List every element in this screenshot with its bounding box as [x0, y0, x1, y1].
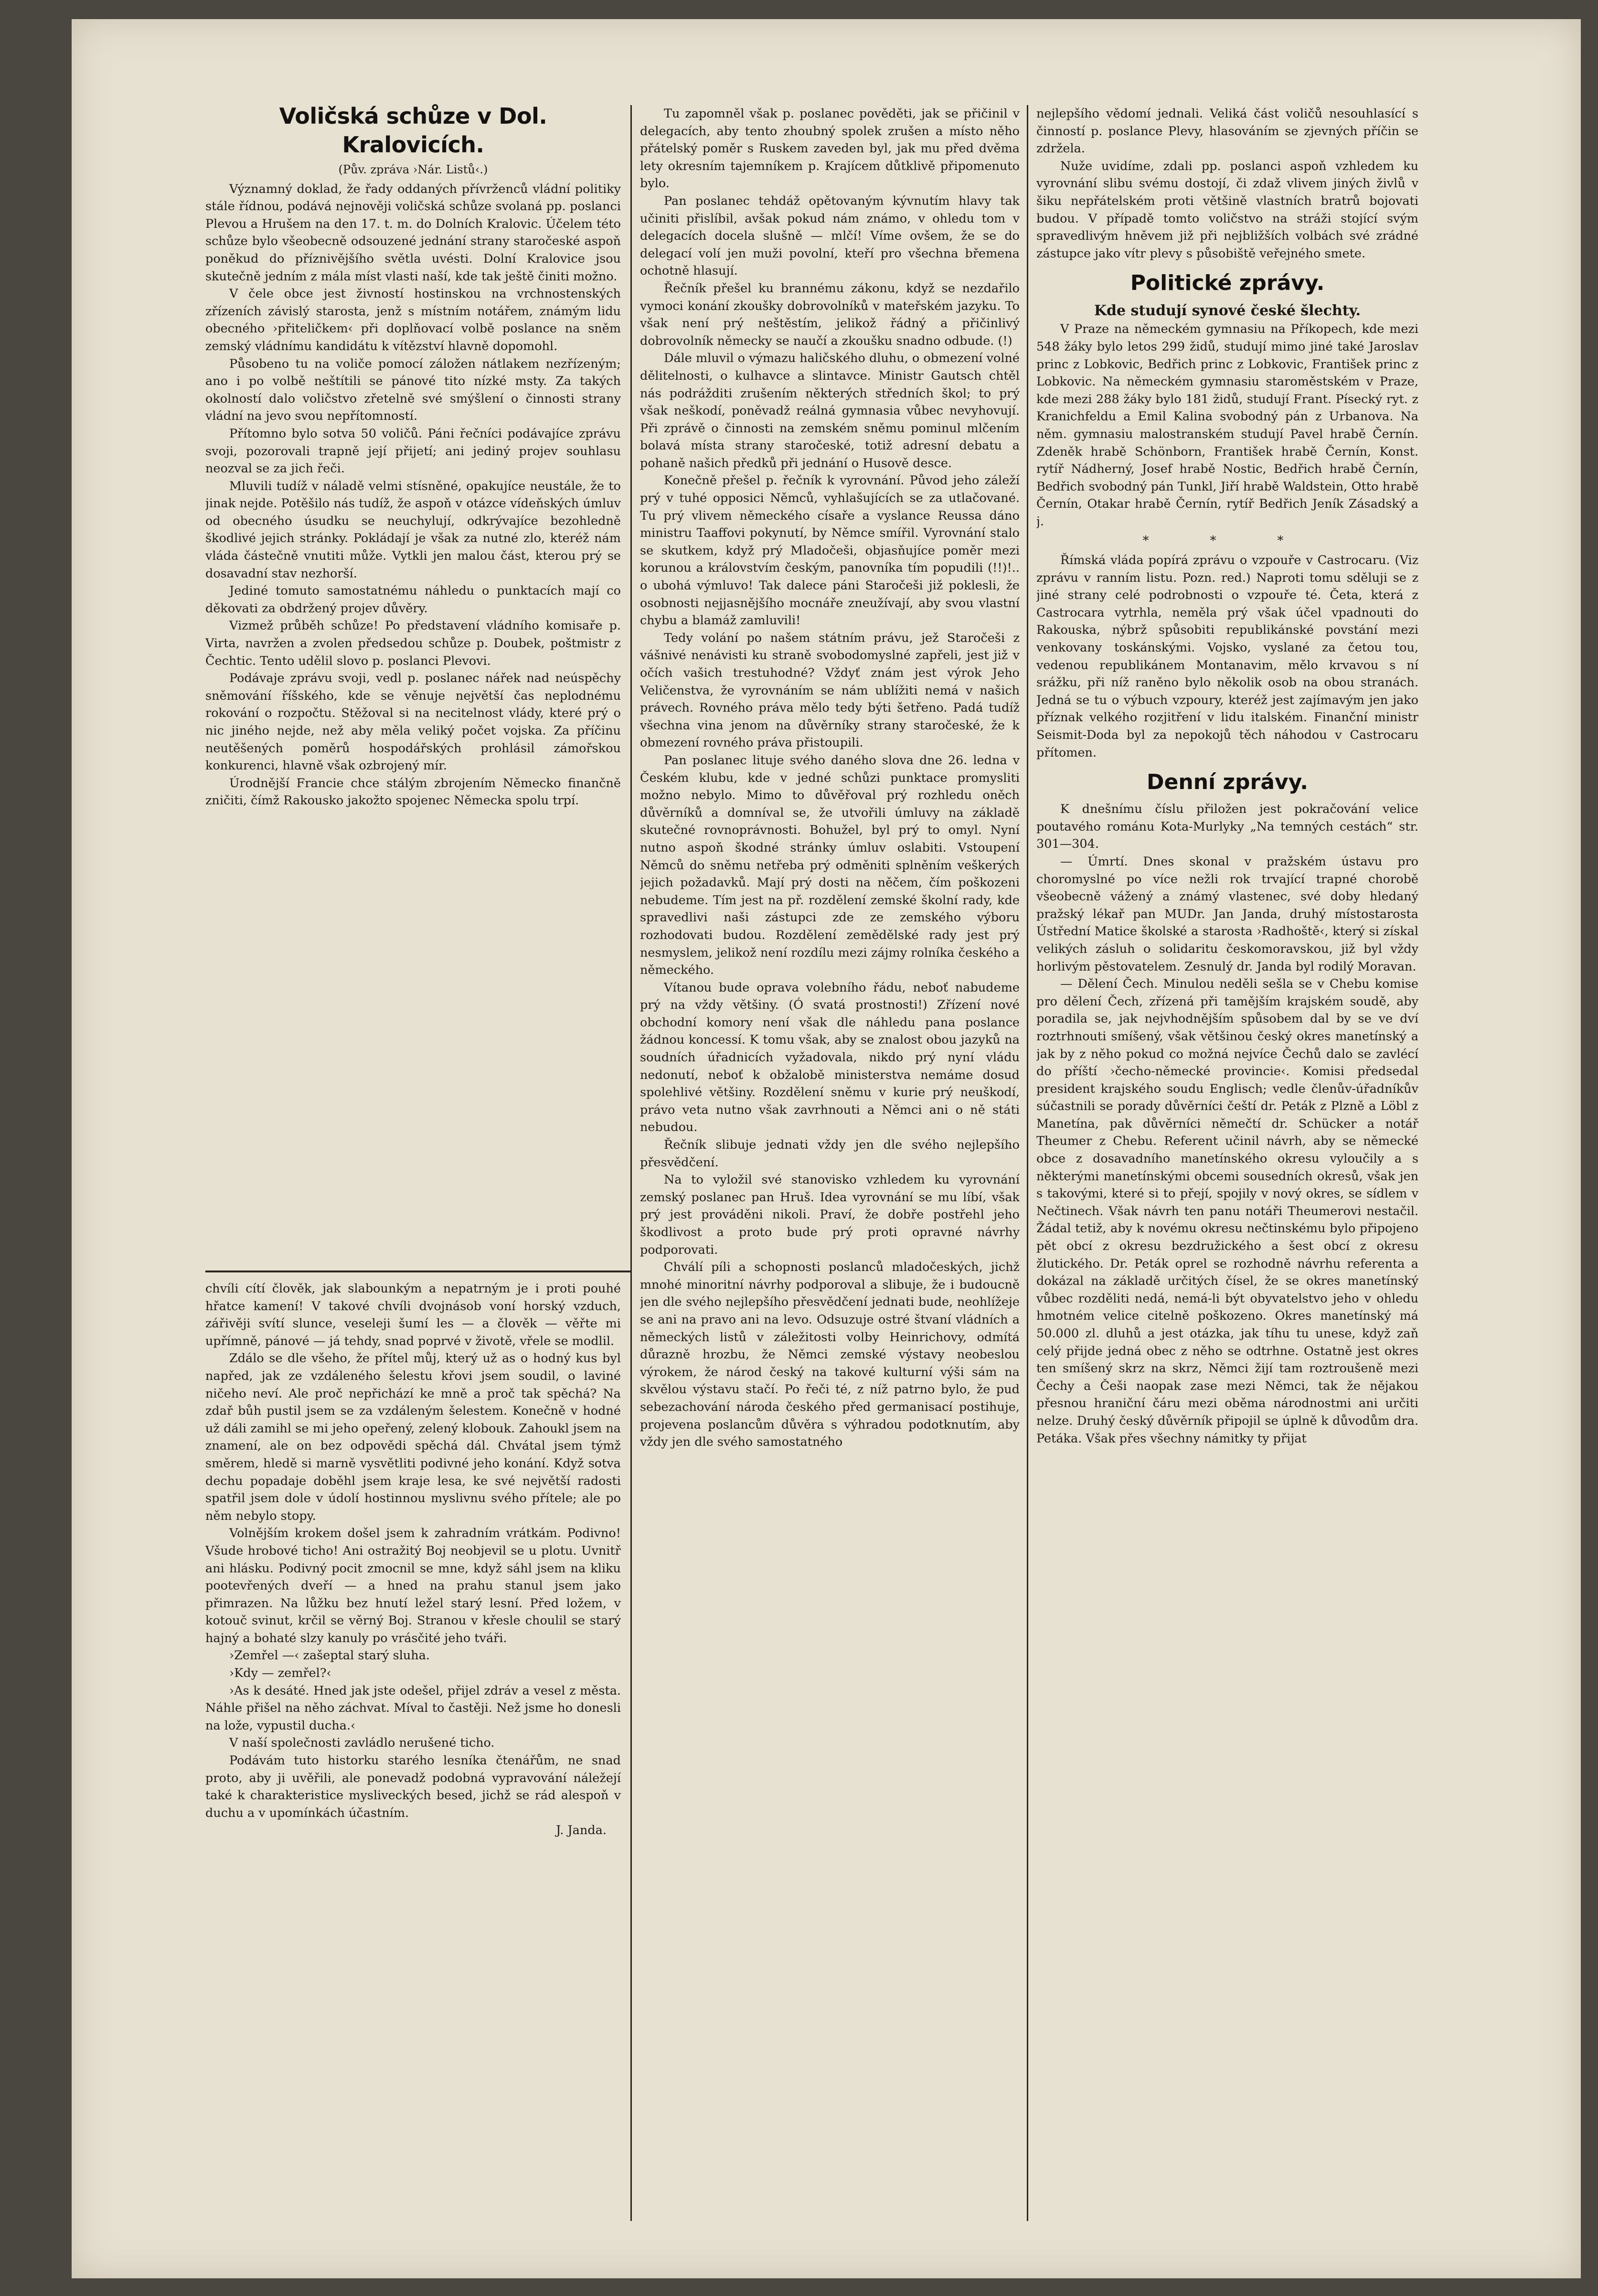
paragraph: Podávám tuto historku starého lesníka čtenářům, ne snad proto, aby ji uvěřili, ale ponevadž podobná vypravování náležejí také k charakteristice mysliveckých besed, jichž se rád alespoň v duchu a v upomínkách účastním.	[205, 1753, 621, 1820]
paragraph: Římská vláda popírá zprávu o vzpouře v Castrocaru. (Viz zprávu v ranním listu. Pozn. red.) Naproti tomu sděluji se z jiné strany celé podrobnosti o vzpouře té. Četa, která z Castrocara vytrhla, neměla prý však účel vpadnouti do Rakouska, nýbrž spůsobiti republikánské povstání mezi venkovany toskánskými. Vojsko, vyslané za četou tou, vedenou republikánem Montanavim, mělo krvavou s ní srážku, při níž raněno bylo několik osob na obou stranách. Jedná se tu o výbuch vzpoury, kteréž jest zajímavým jen jako příznak velkého rozjitření v lidu italském. Finanční ministr Seismit-Doda byl za nepokojů těch náhodou v Castrocaru přítomen.	[1036, 553, 1418, 760]
paragraph: Chválí píli a schopnosti poslanců mladočeských, jichž mnohé minoritní návrhy podporoval a slibuje, že i budoucně jen dle svého nejlepšího přesvědčení jednati bude, neohlížeje se ani na pravo ani na levo. Odsuzuje ostré štvaní vládních a německých listů v záležitosti volby Heinrichovy, odmítá důrazně hrozbu, že Němci zemské výstavy neobeslou výrokem, že národ český na takové kulturní výši sám na skvělou výstavu stačí. Po řeči té, z níž patrno bylo, že pud sebezachování národa českého před germanisací postihuje, projevena poslancům důvěra s výhradou podotknutím, aby vždy jen dle svého samostatného	[640, 1260, 1020, 1450]
paragraph: Jediné tomuto samostatnému náhledu o punktacích mají co děkovati za obdržený projev důvěry.	[205, 584, 621, 616]
paragraph: — Úmrtí. Dnes skonal v pražském ústavu pro choromyslné po více nežli rok trvající trapné chorobě všeobecně vážený a známý vlastenec, své doby hledaný pražský lékař pan MUDr. Jan Janda, druhý místostarosta Ústřední Matice školské a starosta ›Radhoště‹, který si získal velikých zásluh o solidaritu českomoravskou, již byl vždy horlivým pěstovatelem. Zesnulý dr. Janda byl rodilý Moravan.	[1036, 854, 1418, 974]
paragraph: K dnešnímu číslu přiložen jest pokračování velice poutavého románu Kota-Murlyky „Na temných cestách“ str. 301—304.	[1036, 802, 1418, 852]
paragraph: Úrodnější Francie chce stálým zbrojením Německo finančně zničiti, čímž Rakousko jakožto spojenec Německa spolu trpí.	[205, 776, 621, 808]
paragraph: V naší společnosti zavládlo nerušené ticho.	[229, 1736, 495, 1751]
paragraph: Pan poslanec lituje svého daného slova dne 26. ledna v Českém klubu, kde v jedné schůzi punktace promysliti možno nebylo. Mimo to důvěřoval prý rozhledu oněch důvěrníků a domníval se, že utvořili úmluvy na základě skutečné rovnoprávnosti. Bohužel, byl prý to omyl. Nyní nutno aspoň škodné stránky úmluv oslabiti. Vstoupení Němců do sněmu netřeba prý odměniti splněním veškerých jejich požadavků. Mají prý dosti na něčem, čím poškozeni nebudeme. Tím jest na př. rozdělení zemské školní rady, kde spravedlivi naši zástupci zde ze zemského výboru rozhodovati budou. Rozdělení zemědělské rady jest prý nesmyslem, jelikož není rozdílu mezi zájmy rolníka českého a německého.	[640, 753, 1020, 978]
paragraph: chvíli cítí člověk, jak slabounkým a nepatrným je i proti pouhé hřatce kamení! V takové chvíli dvojnásob voní horský vzduch, zářivěji svítí slunce, veseleji šumí les — a člověk — věřte mi upřímně, pánové — já tehdy, snad poprvé v životě, vřele se modlil.	[205, 1281, 621, 1348]
column-1-feuilleton	[205, 1280, 621, 2226]
article-kicker: Kde studují synové české šlechty.	[1094, 302, 1361, 320]
paragraph: Tedy volání po našem státním právu, jež Staročeši z vášnivé nenávisti ku straně svobodomyslné zapřeli, jest již v očích vašich trestuhodné? Vždyť znám jest výrok Jeho Veličenstva, že vyrovnáním se nám ublížiti nemá v našich právech. Rovného práva mělo tedy býti šetřeno. Padá tudíž všechna vina jenom na důvěrníky strany staročeské, že k obmezení rovného práva přistoupili.	[640, 630, 1020, 750]
paragraph: Vizmež průběh schůze! Po představení vládního komisaře p. Virta, navržen a zvolen předsedou schůze p. Doubek, poštmistr z Čechtic. Tento udělil slovo p. poslanci Plevovi.	[205, 619, 621, 668]
column-3	[1036, 105, 1418, 2226]
paragraph: Nuže uvidíme, zdali pp. poslanci aspoň vzhledem ku vyrovnání slibu svému dostojí, či zdaž vlivem jiných živlů v šiku nepřátelském proti většině vlastních bratrů bojovati budou. V případě tomto voličstvo na stráži stojící svým spravedlivým hněvem již při nejbližších volbách své zrádné zástupce jako vítr plevy s působiště veřejného smete.	[1036, 159, 1418, 261]
paragraph: Konečně přešel p. řečník k vyrovnání. Původ jeho záleží prý v tuhé opposici Němců, vyhlašujících se za utlačované. Tu prý vlivem německého císaře a vyslance Reussa dáno ministru Taaffovi pokynutí, by Němce smířil. Vyrovnání stalo se skutkem, když prý Mladočeši, objasňujíce poměr mezi korunou a královstvím českým, panovníka tím popudili (!!)!.. o ubohá výmluvo! Tak dalece páni Staročeši již poklesli, že osobnosti nejjasnějšího mocnáře zneužívají, aby svou vlastní chybu a blamáž zamluvili!	[640, 473, 1020, 628]
feuilleton-rule	[205, 1271, 630, 1272]
column-rule-left	[630, 105, 632, 2221]
paragraph: Vítanou bude oprava volebního řádu, neboť nabudeme prý na vždy většiny. (Ó svatá prostnosti!) Zřízení nové obchodní komory není však dle náhledu pana poslance žádnou koncessí. K tomu však, aby se znalost obou jazyků na soudních úřadnicích vyžadovala, nikdo prý nyní vládu nedonutí, neboť k obžalobě ministerstva nemáme dosud spolehlivé většiny. Rozdělení sněmu v kurie prý neuškodí, právo veta nutno však zavrhnouti a Němci ani o ně státi nebudou.	[640, 980, 1020, 1135]
paragraph: Zdálo se dle všeho, že přítel můj, který už as o hodný kus byl napřed, jak ze vzdáleného šelestu křovi jsem soudil, o laviné ničeho neví. Ale proč nepřichází ke mně a proč tak spěchá? Na zdař bůh pustil jsem se za vzdáleným šelestem. Konečně v hodné už dáli zamihl se mi jeho opeřený, zelený klobouk. Zahoukl jsem na znamení, ale on bez odpovědi spěchá dál. Chvátal jsem týmž směrem, hledě si marně vysvětliti podivné jeho konání. Když sotva dechu popadaje doběhl jsem kraje lesa, ke své největší radosti spatřil jsem dole v údolí hostinnou myslivnu svého přítele; ale po něm nebylo stopy.	[205, 1351, 621, 1523]
paragraph: Přítomno bylo sotva 50 voličů. Páni řečníci podávajíce zprávu svoji, pozorovali trapně její přijetí; ani jediný projev souhlasu neozval se za jich řeči.	[205, 426, 621, 476]
paragraph: ›Zemřel —‹ zašeptal starý sluha.	[229, 1648, 430, 1663]
paragraph: Významný doklad, že řady oddaných přívrženců vládní politiky stále řídnou, podává nejnověji voličská schůze svolaná pp. poslanci Plevou a Hrušem na den 17. t. m. do Dolních Kralovic. Účelem této schůze bylo všeobecně odsouzené jednání strany staročeské aspoň poněkud do příznivějšího světla uvésti. Dolní Kralovice jsou skutečně jedním z mála míst vlasti naší, kde tak ještě činiti možno.	[205, 182, 621, 284]
paragraph: ›As k desáté. Hned jak jste odešel, přijel zdráv a vesel z města. Náhle přišel na něho záchvat. Míval to častěji. Než jsme ho donesli na lože, vypustil ducha.‹	[205, 1683, 621, 1733]
signature: J. Janda.	[556, 1823, 607, 1838]
paragraph: Tu zapomněl však p. poslanec pověděti, jak se přičinil v delegacích, aby tento zhoubný spolek zrušen a místo něho přátelský poměr s Ruskem zaveden byl, jak mu před dvěma lety okresním tajemníkem p. Krajícem důtklivě připomenuto bylo.	[640, 107, 1020, 191]
separator-stars: * * *	[1142, 534, 1312, 548]
column-1-article	[205, 98, 621, 1263]
paragraph: Podávaje zprávu svoji, vedl p. poslanec nářek nad neúspěchy sněmování říšského, kde se věnuje největší čas neplodnému rokování o rozpočtu. Stěžoval si na necitelnost vlády, které prý o nic jiného nejde, než aby měla veliký počet vojska. Za příčinu neutěšených poměrů hospodářských prohlásil zámořskou konkurenci, hlavně však ozbrojený mír.	[205, 671, 621, 773]
section-title-denni: Denní zprávy.	[1147, 770, 1308, 795]
paragraph: ›Kdy — zemřel?‹	[229, 1666, 331, 1681]
column-rule-right	[1027, 105, 1028, 2221]
section-title-politicke: Politické zprávy.	[1130, 271, 1325, 296]
paragraph: Řečník slibuje jednati vždy jen dle svého nejlepšího přesvědčení.	[640, 1138, 1020, 1170]
article-source: (Pův. zpráva ›Nár. Listů‹.)	[338, 163, 488, 176]
paragraph: V čele obce jest živností hostinskou na vrchnostenských zřízeních závislý starosta, jenž s místním notářem, známým lidu obecného ›přiteličkem‹ při doplňovací volbě poslance na sněm zemský vládnímu kandidátu k vítězství hlavně dopomohl.	[205, 287, 621, 353]
article-headline: Voličská schůze v Dol. Kralovicích.	[279, 103, 547, 158]
paragraph: Na to vyložil své stanovisko vzhledem ku vyrovnání zemský poslanec pan Hruš. Idea vyrovnání se mu líbí, však prý jest prováděni nikoli. Praví, že dobře postřehl jeho škodlivost a proto bude prý proti opravné návrhy podporovati.	[640, 1173, 1020, 1257]
paragraph: Mluvili tudíž v náladě velmi stísněné, opakujíce neustále, že to jinak nejde. Potěšilo nás tudíž, že aspoň v otázce vídeňských úmluv od obecného úsudku se neuchylují, odkrývajíce bezohledně škodlivé jejich stránky. Pokládají je však za nutné zlo, kteréž nám vláda částečně vnutiti může. Vytkli jen malou část, kterou prý se dosavadní stav nezhorší.	[205, 479, 621, 581]
paragraph: Dále mluvil o výmazu haličského dluhu, o obmezení volné dělitelnosti, o kulhavce a slintavce. Ministr Gautsch chtěl nás podrážditi zrušením některých středních škol; to prý však neškodí, poněvadž reálná gymnasia vůbec nevyhovují. Při zprávě o činnosti na zemském sněmu pominul mlčením bolavá místa strany staročeské, totiž adresní debatu a pohaně našich předků při jednání o Husově desce.	[640, 351, 1020, 470]
newspaper-page	[72, 19, 1581, 2278]
paragraph: Pan poslanec tehdáž opětovaným kývnutím hlavy tak učiniti přislíbil, avšak pokud nám známo, v ohledu tom v delegacích docela slušně — mlčí! Víme ovšem, že se do delegací volí jen muži povolní, kteří pro všechna břemena ochotně hlasují.	[640, 193, 1020, 278]
paragraph: Působeno tu na voliče pomocí záložen nátlakem nezřízeným; ano i po volbě neštítili se pánové tito nízké msty. Za takých okolností dalo voličstvo zřetelně své smýšlení o činnosti strany vládní na jevo svou nepřítomností.	[205, 356, 621, 424]
paragraph: V Praze na německém gymnasiu na Příkopech, kde mezi 548 žáky bylo letos 299 židů, studují mimo jiné také Jaroslav princ z Lobkovic, Bedřich princ z Lobkovic, František princ z Lobkovic. Na německém gymnasiu staroměstském v Praze, kde mezi 288 žáky bylo 181 židů, studují Frant. Písecký ryt. z Kranichfeldu a Emil Kalina svobodný pán z Urbanova. Na něm. gymnasiu malostranském studují Pavel hrabě Černín. Zdeněk hrabě Schönborn, František hrabě Černín, Konst. rytíř Nádherný, Josef hrabě Nostic, Bedřich hrabě Černín, Bedřich svobodný pán Tunkl, Jiří hrabě Waldstein, Otto hrabě Černín, Otakar hrabě Černín, rytíř Bedřich Jeník Zásadský a j.	[1036, 322, 1418, 529]
paragraph: Řečník přešel ku brannému zákonu, když se nezdařilo vymoci konání zkoušky dobrovolníků v mateřském jazyku. To však není prý neštěstím, jelikož řádný a přičinlivý dobrovolník německy se naučí a zkoušku snadno odbude. (!)	[640, 281, 1020, 348]
column-2	[640, 105, 1020, 2226]
paragraph: — Dělení Čech. Minulou neděli sešla se v Chebu komise pro dělení Čech, zřízená při tamějším krajském soudě, aby poradila se, jak nejvhodnějším spůsobem dal by se ve dví roztrhnouti smíšený, však většinou český okres manetínský a jak by z něho pokud co možná nejvíce Čechů dalo se zavlécí do příští ›čecho-německé provincie‹. Komisi předsedal president krajského soudu Englisch; vedle členův-úřadníkův súčastnili se porady důvěrníci čeští dr. Peták z Plzně a Löbl z Manetína, pak důvěrníci němečtí dr. Schücker a notář Theumer z Chebu. Referent učinil návrh, aby se německé obce z dosavadního manetínského okresu vyloučily a s některými manetínskými obcemi sousedních okresů, však jen s takovými, které si to přejí, spojily v nový okres, se sídlem v Nečtinech. Však návrh ten panu notáři Theumerovi nestačil. Žádal tetiž, aby k novému okresu nečtinskému bylo připojeno pět obcí z okresu bezdružického a šest obcí z okresu žlutického. Dr. Peták oprel se rozhodně návrhu referenta a dokázal na základě určitých čísel, že se okres manetínský vůbec rozděliti nedá, nemá-li být obyvatelstvo jeho v ohledu hmotném velice citelně poškozeno. Okres manetínský má 50.000 zl. dluhů a jest otázka, jak tíhu tu unese, když zaň celý přijde jedná obec z něho se odtrhne. Ostatně jest okres ten smíšený skrz na skrz, Němci žijí tam roztroušeně mezi Čechy a Češi naopak zase mezi Němci, tak že nějakou přesnou hraniční čáru mezi oběma národnostmi ani určiti nelze. Druhý český důvěrník připojil se úplně k důvodům dra. Petáka. Však přes všechny námitky ty přijat	[1036, 977, 1418, 1446]
paragraph: Volnějším krokem došel jsem k zahradním vrátkám. Podivno! Všude hrobové ticho! Ani ostražitý Boj neobjevil se u plotu. Uvnitř ani hlásku. Podivný pocit zmocnil se mne, když sáhl jsem na kliku pootevřených dveří — a hned na prahu stanul jsem jako přimrazen. Na lůžku bez hnutí ležel starý lesní. Před ložem, v kotouč svinut, krčil se věrný Boj. Stranou v křesle choulil se starý hajný a bohaté slzy kanuly po vrásčité jeho tváři.	[205, 1526, 621, 1645]
paragraph: nejlepšího vědomí jednali. Veliká část voličů nesouhlasící s činností p. poslance Plevy, hlasováním se zjevných příčin se zdržela.	[1036, 107, 1418, 156]
